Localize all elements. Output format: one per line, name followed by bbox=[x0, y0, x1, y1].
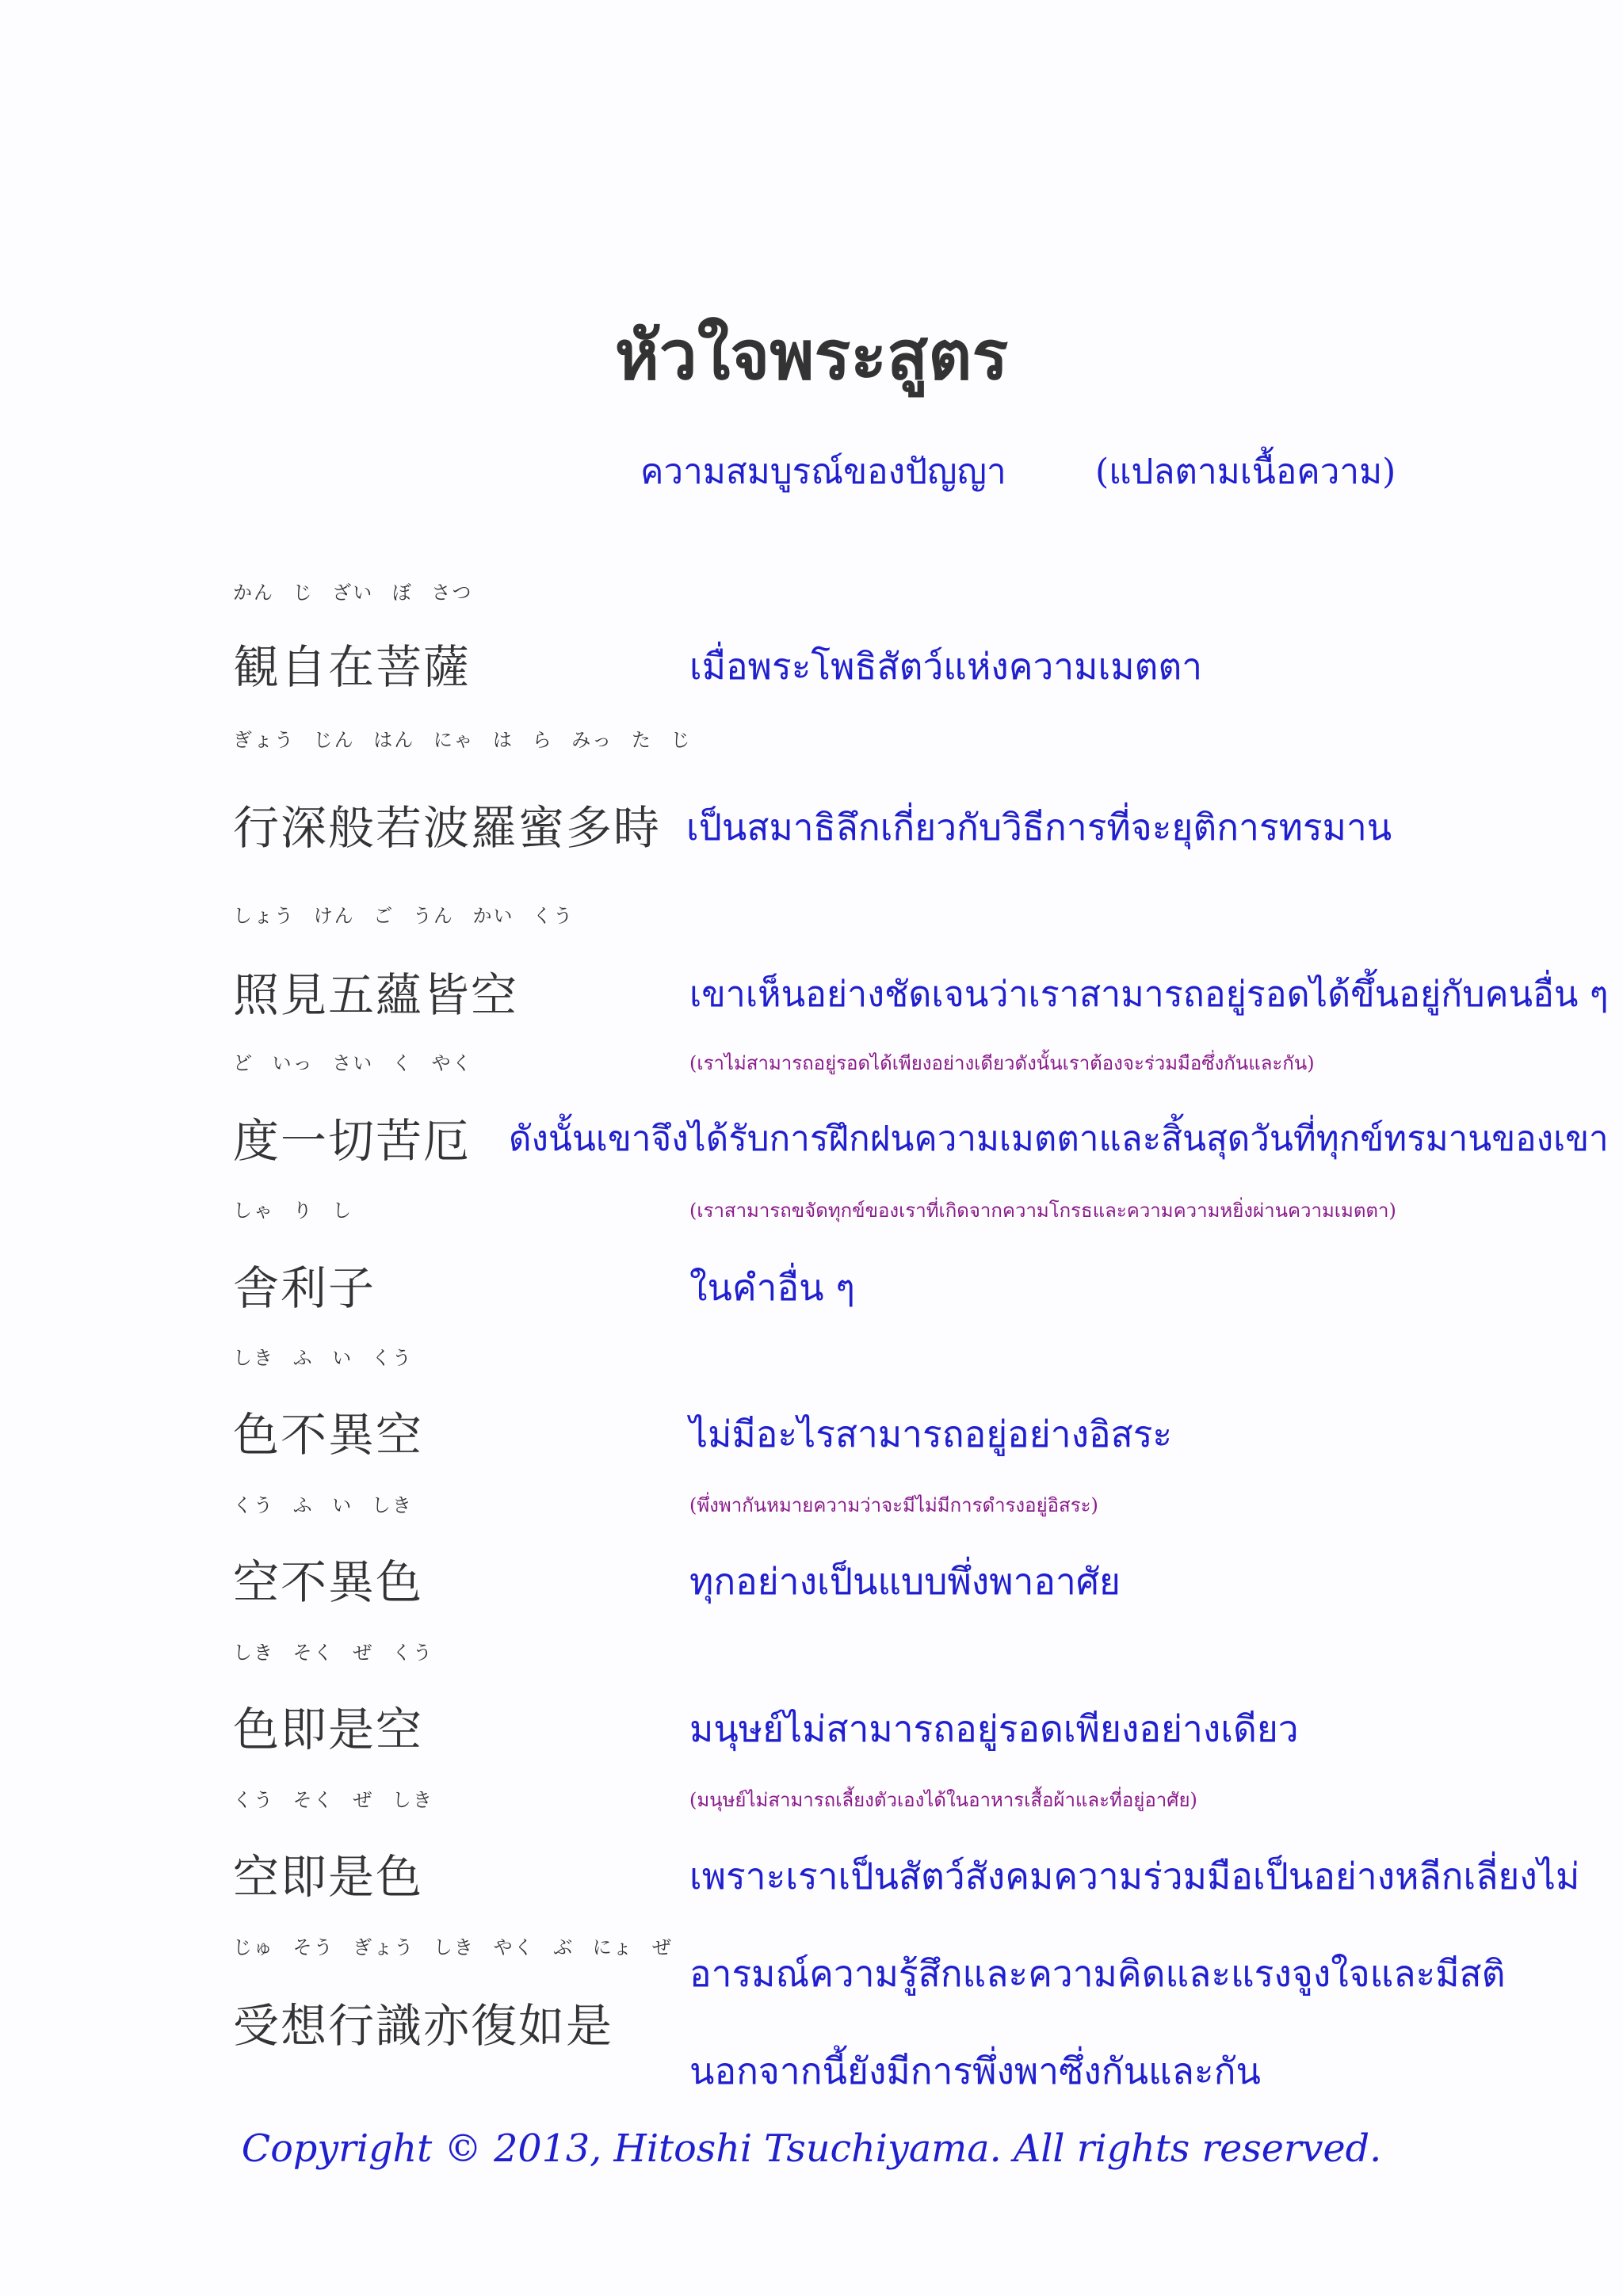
translation-line-4: ดังนั้นเขาจึงได้รับการฝึกฝนความเมตตาและสิ้นสุดวันที่ทุกข์ทรมานของเขา bbox=[509, 1119, 1609, 1159]
translation-line-6: ไม่มีอะไรสามารถอยู่อย่างอิสระ bbox=[689, 1413, 1173, 1455]
furigana-line-2: ぎょう じん はん にゃ は ら みっ た じ bbox=[233, 729, 692, 751]
translation-line-5: ในคำอื่น ๆ bbox=[689, 1266, 855, 1309]
note-3: (พึ่งพากันหมายความว่าจะมีไม่มีการดำรงอยู่อิสระ) bbox=[689, 1494, 1098, 1516]
note-1: (เราไม่สามารถอยู่รอดได้เพียงอย่างเดียวดังนั้นเราต้องจะร่วมมือซึ่งกันและกัน) bbox=[689, 1052, 1315, 1074]
translation-line-7: ทุกอย่างเป็นแบบพึ่งพาอาศัย bbox=[689, 1560, 1121, 1603]
furigana-line-6: しき ふ い くう bbox=[233, 1347, 413, 1369]
sutra-line-7: 空不異色 bbox=[233, 1555, 424, 1609]
translation-line-9: เพราะเราเป็นสัตว์สังคมความร่วมมือเป็นอย่างหลีกเลี่ยงไม่ bbox=[689, 1855, 1580, 1897]
sutra-line-3: 照見五蘊皆空 bbox=[233, 968, 519, 1022]
note-2: (เราสามารถขจัดทุกข์ของเราที่เกิดจากความโกรธและความความหยิ่งผ่านความเมตตา) bbox=[689, 1199, 1396, 1222]
translation-line-10: อารมณ์ความรู้สึกและความคิดและแรงจูงใจและมีสติ bbox=[689, 1952, 1506, 1995]
translation-line-10b: นอกจากนี้ยังมีการพึ่งพาซึ่งกันและกัน bbox=[689, 2050, 1261, 2092]
translation-line-2: เป็นสมาธิลึกเกี่ยวกับวิธีการที่จะยุติการทรมาน bbox=[686, 806, 1392, 849]
furigana-line-3: しょう けん ご うん かい くう bbox=[233, 905, 575, 927]
translation-line-3: เขาเห็นอย่างชัดเจนว่าเราสามารถอยู่รอดได้ขึ้นอยู่กับคนอื่น ๆ bbox=[689, 974, 1609, 1015]
subtitle: ความสมบูรณ์ของปัญญา bbox=[640, 452, 1006, 492]
furigana-line-7: くう ふ い しき bbox=[233, 1494, 413, 1516]
sutra-line-1: 観自在菩薩 bbox=[233, 640, 472, 694]
sutra-line-2: 行深般若波羅蜜多時 bbox=[233, 801, 662, 855]
sutra-line-8: 色即是空 bbox=[233, 1703, 424, 1756]
furigana-line-9: くう そく ぜ しき bbox=[233, 1789, 433, 1811]
sutra-line-10: 受想行識亦復如是 bbox=[233, 1999, 614, 2053]
furigana-line-4: ど いっ さい く やく bbox=[233, 1052, 473, 1074]
note-4: (มนุษย์ไม่สามารถเลี้ยงตัวเองได้ในอาหารเสื้อผ้าและที่อยู่อาศัย) bbox=[689, 1789, 1197, 1811]
sutra-line-5: 舎利子 bbox=[233, 1261, 376, 1315]
sutra-line-4: 度一切苦厄 bbox=[233, 1114, 472, 1168]
translation-line-1: เมื่อพระโพธิสัตว์แห่งความเมตตา bbox=[689, 645, 1203, 688]
furigana-line-1: かん じ ざい ぼ さつ bbox=[233, 582, 473, 604]
subtitle-note: (แปลตามเนื้อความ) bbox=[1095, 452, 1396, 492]
furigana-line-5: しゃ り し bbox=[233, 1199, 353, 1222]
furigana-line-10: じゅ そう ぎょう しき やく ぶ にょ ぜ bbox=[233, 1936, 673, 1958]
translation-line-8: มนุษย์ไม่สามารถอยู่รอดเพียงอย่างเดียว bbox=[689, 1707, 1299, 1750]
page-title: หัวใจพระสูตร bbox=[614, 316, 1009, 395]
copyright-notice: Copyright © 2013, Hitoshi Tsuchiyama. All rights reserved. bbox=[241, 2127, 1382, 2171]
furigana-line-8: しき そく ぜ くう bbox=[233, 1642, 433, 1664]
sutra-line-6: 色不異空 bbox=[233, 1408, 424, 1462]
sutra-line-9: 空即是色 bbox=[233, 1850, 424, 1904]
